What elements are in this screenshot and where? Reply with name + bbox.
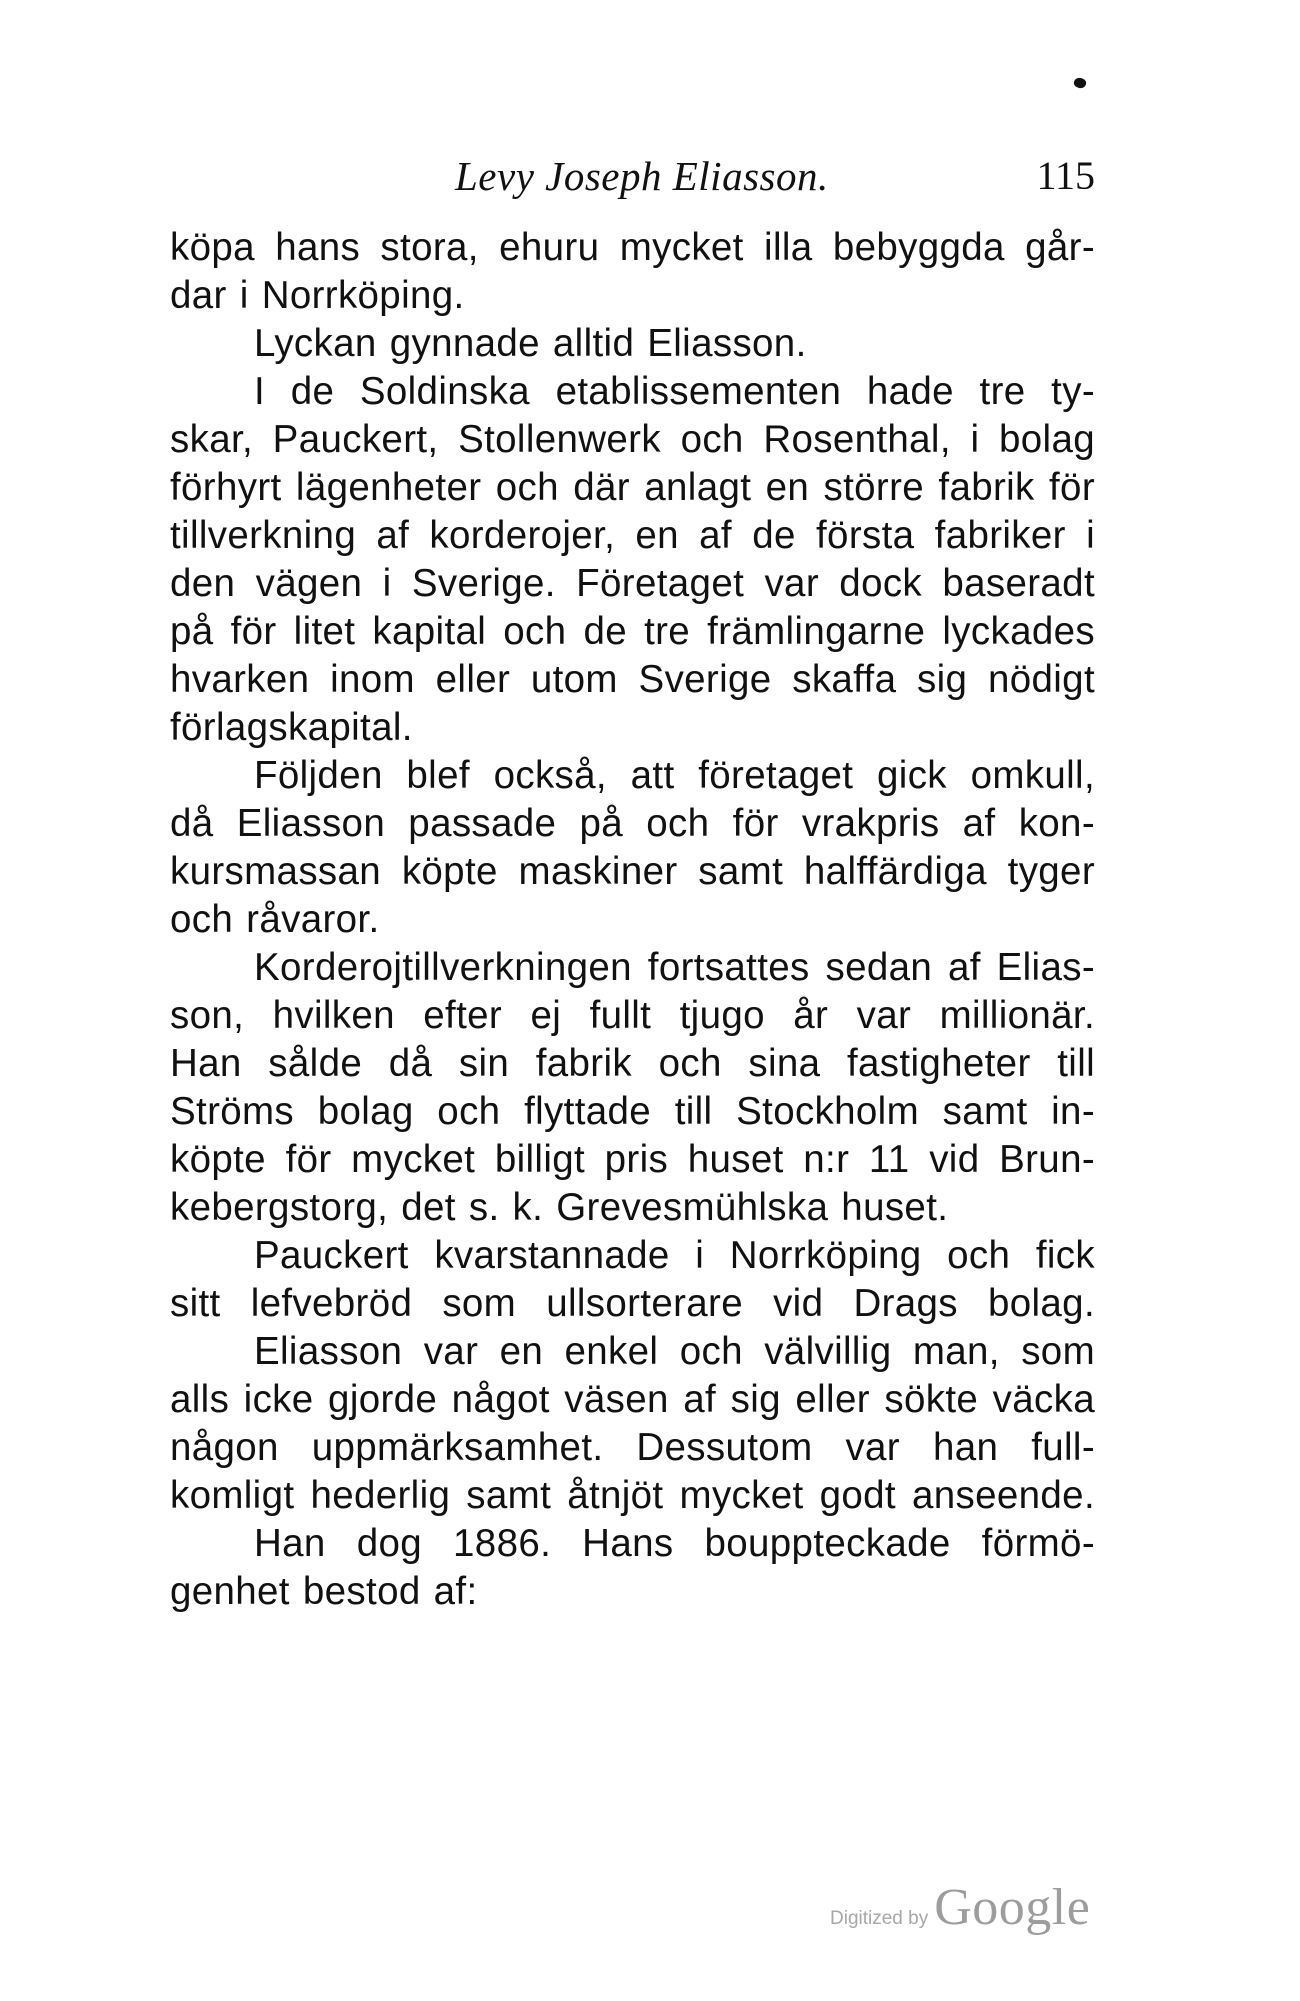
text-line: kebergstorg, det s. k. Grevesmühlska huset. <box>170 1186 949 1229</box>
digitized-by-label: Digitized by <box>830 1908 929 1929</box>
text-line: förhyrt lägenheter och där anlagt en större fabrik för <box>170 466 1095 509</box>
paragraph-start-line: Följden blef också, att företaget gick omkull, <box>254 754 1095 797</box>
text-line: skar, Pauckert, Stollenwerk och Rosenthal, i bolag <box>170 418 1095 461</box>
paragraph-start-line: Eliasson var en enkel och välvillig man, som <box>254 1330 1095 1373</box>
text-line: tillverkning af korderojer, en af de första fabriker i <box>170 514 1095 557</box>
paragraph-start-line: Korderojtillverkningen fortsattes sedan af Elias- <box>254 946 1095 989</box>
body-text <box>170 224 1095 1616</box>
paragraph-start-line: Han dog 1886. Hans bouppteckade förmö- <box>254 1522 1095 1565</box>
text-line: alls icke gjorde något väsen af sig eller sökte väcka <box>170 1378 1095 1421</box>
ink-speck <box>1073 76 1088 90</box>
page-number: 115 <box>1036 153 1095 198</box>
text-line: hvarken inom eller utom Sverige skaffa sig nödigt <box>170 658 1095 701</box>
text-line: köpte för mycket billigt pris huset n:r 11 vid Brun- <box>170 1138 1095 1181</box>
text-line: komligt hederlig samt åtnjöt mycket godt anseende. <box>170 1474 1095 1517</box>
google-logo: Google <box>934 1879 1091 1936</box>
text-line: kursmassan köpte maskiner samt halffärdiga tyger <box>170 850 1095 893</box>
text-line: Ströms bolag och flyttade till Stockholm samt in- <box>170 1090 1095 1133</box>
paragraph-start-line: Pauckert kvarstannade i Norrköping och fick <box>254 1234 1095 1277</box>
text-line: någon uppmärksamhet. Dessutom var han full- <box>170 1426 1095 1469</box>
text-line: och råvaror. <box>170 898 380 941</box>
paragraph-start-line: Lyckan gynnade alltid Eliasson. <box>254 322 807 365</box>
text-line: då Eliasson passade på och för vrakpris af kon- <box>170 802 1095 845</box>
running-title: Levy Joseph Eliasson. <box>455 153 829 199</box>
text-line: genhet bestod af: <box>170 1570 478 1613</box>
text-line: på för litet kapital och de tre främlingarne lyckades <box>170 610 1095 653</box>
text-line: dar i Norrköping. <box>170 274 465 317</box>
text-line: son, hvilken efter ej fullt tjugo år var millionär. <box>170 994 1095 1037</box>
text-line: förlagskapital. <box>170 706 413 749</box>
paragraph-start-line: I de Soldinska etablissementen hade tre ty- <box>254 370 1095 413</box>
text-line: köpa hans stora, ehuru mycket illa bebyggda går- <box>170 226 1095 269</box>
running-head <box>170 152 1095 212</box>
digitized-watermark <box>830 1878 1090 1938</box>
text-line: Han sålde då sin fabrik och sina fastigheter till <box>170 1042 1095 1085</box>
text-line: sitt lefvebröd som ullsorterare vid Drags bolag. <box>170 1282 1095 1325</box>
text-line: den vägen i Sverige. Företaget var dock baseradt <box>170 562 1095 605</box>
